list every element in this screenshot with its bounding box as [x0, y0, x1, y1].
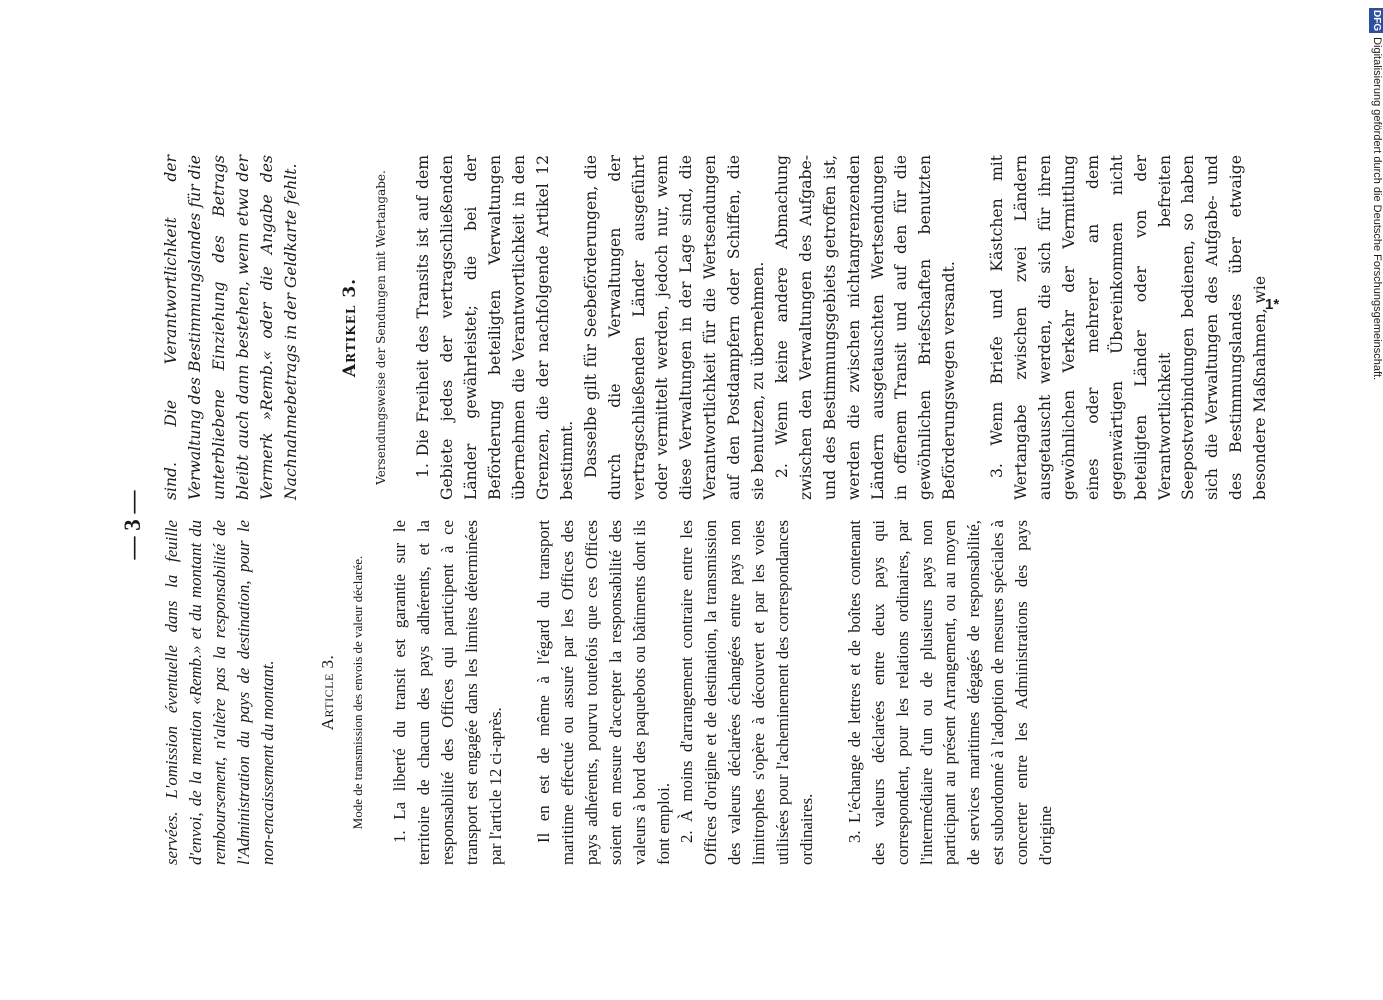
credit-text: Digitalisierung gefördert durch die Deutsche Forschungsgemeinschaft.	[1371, 37, 1383, 381]
french-paragraph-4: 3. L'échange de lettres et de boîtes contenant des valeurs déclarées entre deux pays qui correspondent, pour les relations ordinaires, par l'intermédiaire d'un ou de plusieurs pays non participant au présent Arrangement, ou au moyen de services maritimes dégagés de responsabilité, est subordonné à l'adoption de mesures spéciales à concerter entre les Administrations des pays d'origine	[844, 520, 1056, 865]
french-article-subtitle: Mode de transmission des envois de valeur déclarée.	[350, 555, 366, 830]
signature-mark: 1*	[1265, 296, 1280, 313]
german-paragraph-1: 1. Die Freiheit des Transits ist auf dem Gebiete jedes der vertragschließenden Länder gewährleistet; die bei der Beförderung beteiligten Verwaltungen übernehmen die Verantwortlichkeit in den Grenzen, die der nachfolgende Artikel 12 bestimmt.	[414, 155, 576, 500]
dfg-logo-icon: DFG	[1371, 10, 1382, 32]
german-article-title: Artikel 3.	[340, 277, 361, 378]
french-paragraph-3: 2. À moins d'arrangement contraire entre les Offices d'origine et de destination, la transmission des valeurs déclarées échangées entre pays non limitrophes s'opère à découvert et par les voies utilisées pour l'acheminement des correspondances ordinaires.	[677, 520, 816, 865]
page-number: — 3 —	[120, 490, 145, 560]
french-column	[160, 520, 1058, 865]
french-paragraph-1: 1. La liberté du transit est garantie sur le territoire de chacun des pays adhérents, et la responsabilité des Offices qui participent à ce transport est engagée dans les limites déterminées par l'article 12 ci-après.	[390, 520, 506, 865]
german-column	[160, 155, 1273, 500]
french-paragraph-2: Il en est de même à l'égard du transport maritime effectué ou assuré par les Offices des pays adhérents, pourvu toutefois que ces Offices soient en mesure d'accepter la responsabilité des valeurs à bord des paquebots ou bâtiments dont ils font emploi.	[533, 520, 673, 865]
german-paragraph-4: 3. Wenn Briefe und Kästchen mit Wertangabe zwischen zwei Ländern ausgetauscht werden, die sich für ihren gewöhnlichen Verkehr der Vermittlung eines oder mehrerer an dem gegenwärtigen Übereinkommen nicht beteiligten Länder oder von der Verantwortlichkeit befreiten Seepostverbindungen bedienen, so haben sich die Verwaltungen des Aufgabe- und des Bestimmungslandes über etwaige besondere Maßnahmen, wie	[988, 155, 1270, 500]
german-article-subtitle: Versendungsweise der Sendungen mit Wertangabe.	[374, 170, 389, 485]
german-paragraph-2: Dasselbe gilt für Seebeförderungen, die durch die Verwaltungen der vertragschließenden Länder ausgeführt oder vermittelt werden, jedoch nur, wenn diese Verwaltungen in der Lage sind, die Verantwortlichkeit für die Wertsendungen auf den Postdampfern oder Schiffen, die sie benutzen, zu übernehmen.	[581, 155, 768, 500]
credit-strip	[1370, 8, 1383, 998]
german-paragraph-3: 2. Wenn keine andere Abmachung zwischen den Verwaltungen des Aufgabe- und des Bestimmungsgebiets getroffen ist, werden die zwischen nichtangrenzenden Ländern ausgetauschten Wertsendungen in offenem Transit und auf den für die gewöhnlichen Briefschaften benutzten Beförderungswegen versandt.	[772, 155, 959, 500]
german-article-heading	[339, 155, 390, 500]
french-article-heading	[316, 520, 367, 865]
french-paragraph-0: servées. L'omission éventuelle dans la feuille d'envoi, de la mention «Remb.» et du montant du remboursement, n'altère pas la responsabilité de l'Administration du pays de destination, pour le non-encaissement du montant.	[162, 520, 277, 865]
credit-text-wrapper	[1370, 8, 1383, 998]
rotated-page	[120, 145, 1270, 905]
german-paragraph-0: sind. Die Verantwortlichkeit der Verwaltung des Bestimmungslandes für die unterbliebene Einziehung des Betrags bleibt auch dann bestehen, wenn etwa der Vermerk »Remb.« oder die Angabe des Nachnahmebetrags in der Geldkarte fehlt.	[162, 155, 300, 500]
french-article-title: Article 3.	[317, 654, 337, 731]
